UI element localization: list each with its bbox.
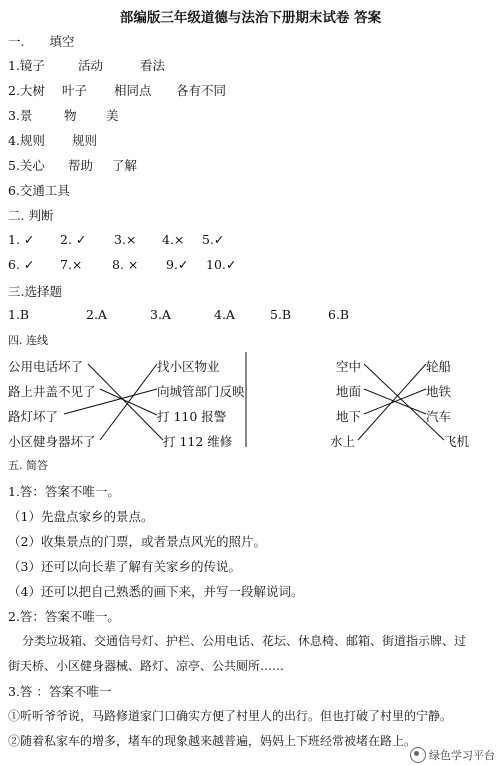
- section4-heading: 四. 连线: [8, 334, 48, 347]
- match2-left-3: 地下: [336, 409, 362, 424]
- match2-right-2: 地铁: [426, 384, 452, 399]
- section3-heading: 三.选择题: [8, 284, 62, 299]
- match2-right-4: 飞机: [444, 434, 470, 449]
- answer-3-line-2: ②随着私家车的增多，堵车的现象越来越普遍，妈妈上下班经常被堵在路上。: [8, 734, 417, 748]
- match2-line-1: [364, 364, 444, 440]
- match-left-4: 小区健身器坏了: [8, 434, 96, 449]
- page-title: 部编版三年级道德与法治下册期末试卷 答案: [119, 10, 382, 26]
- fill-row-5: 5.关心 帮助 了解: [8, 158, 138, 173]
- answer-3: 3.答 ：答案不唯一: [8, 684, 112, 699]
- fill-row-2: 2.大树 叶子 相同点 各有不同: [8, 83, 227, 98]
- match2-left-1: 空中: [336, 359, 362, 374]
- fill-row-1: 1.镜子 活动 看法: [8, 58, 166, 73]
- answer-1-item-2: （2）收集景点的门票，或者景点风光的照片。: [8, 534, 266, 549]
- match-right-4: 打 112 维修: [163, 434, 233, 449]
- answer-1: 1.答：答案不唯一。: [8, 484, 120, 499]
- match-right-3: 打 110 报警: [157, 409, 227, 424]
- watermark: [410, 747, 495, 763]
- match2-left-2: 地面: [336, 384, 362, 399]
- answer-2: 2.答：答案不唯一。: [8, 609, 120, 624]
- match2-right-3: 汽车: [426, 409, 452, 424]
- fill-row-6: 6.交通工具: [8, 183, 70, 198]
- section5-heading: 五. 简答: [8, 459, 48, 472]
- answer-2-line-1: 分类垃圾箱、交通信号灯、护栏、公用电话、花坛、休息椅、邮箱、街道指示牌、过: [22, 634, 467, 648]
- match-line-3: [64, 389, 157, 414]
- answer-1-item-1: （1）先盘点家乡的景点。: [8, 509, 154, 524]
- match-left-1: 公用电话坏了: [8, 359, 84, 374]
- watermark-text: 绿色学习平台: [429, 749, 495, 762]
- section1-heading: 一. 填空: [8, 34, 75, 49]
- answer-1-item-3: （3）还可以向长辈了解有关家乡的传说。: [8, 559, 241, 574]
- match2-line-4: [358, 364, 426, 440]
- section2-heading: 二. 判断: [8, 208, 54, 223]
- match-left-2: 路上井盖不见了: [8, 384, 96, 399]
- wechat-logo-icon: [410, 747, 426, 763]
- answer-1-item-4: （4）还可以把自己熟悉的画下来，并写一段解说词。: [8, 584, 304, 599]
- match2-left-4: 水上: [330, 434, 356, 449]
- answer-2-line-2: 街天桥、小区健身器械、路灯、凉亭、公共厕所……: [8, 659, 285, 673]
- match-line-1: [88, 364, 163, 440]
- choice-answers: 1.B 2.A 3.A 4.A 5.B 6.B: [8, 307, 350, 322]
- answer-3-line-1: ①听听爷爷说，马路修道家门口确实方便了村里人的出行。但也打破了村里的宁静。: [8, 709, 453, 723]
- match2-right-1: 轮船: [426, 359, 452, 374]
- fill-row-3: 3.景 物 美: [8, 108, 119, 123]
- match-left-3: 路灯坏了: [8, 409, 59, 424]
- judge-row-2: 6. ✓ 7.× 8. × 9.✓ 10.✓: [8, 257, 237, 272]
- match-right-2: 向城管部门反映: [157, 384, 245, 399]
- fill-row-4: 4.规则 规则: [8, 133, 98, 148]
- judge-row-1: 1. ✓ 2. ✓ 3.× 4.× 5.✓: [8, 232, 225, 247]
- match-right-1: 找小区物业: [157, 359, 220, 374]
